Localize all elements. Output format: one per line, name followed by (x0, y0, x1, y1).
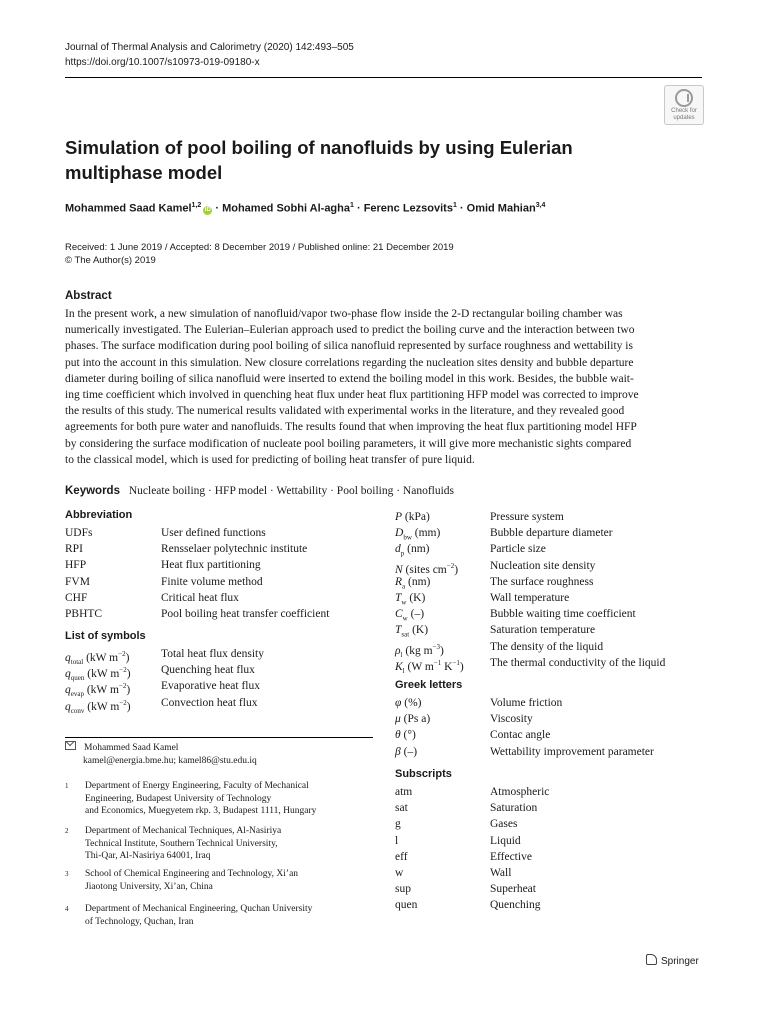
affiliation-number: 3 (65, 870, 69, 878)
subscripts-heading: Subscripts (395, 768, 452, 780)
symbol-desc: The thermal conductivity of the liquid (490, 656, 666, 669)
symbol-desc: Wall temperature (490, 592, 570, 604)
abbreviation-heading: Abbreviation (65, 509, 133, 521)
symbol-subscript: quen (70, 674, 85, 683)
greek-letter: φ (395, 697, 402, 709)
symbol-unit: (mm) (411, 527, 441, 540)
symbol-letter: R (395, 575, 403, 588)
unit-exponent: −2 (119, 698, 127, 707)
subscript-desc: Liquid (490, 834, 521, 847)
symbol-subscript: bw (403, 533, 412, 542)
subscript-term: sup (395, 883, 411, 896)
symbol-subscript: a (402, 582, 406, 591)
abbreviation-term: FVM (65, 575, 90, 588)
abstract-line: numerically investigated. The Eulerian–Eulerian approach used to predict the boiling curve and the interaction between two (65, 324, 635, 337)
unit-close: ) (126, 668, 131, 681)
greek-unit: (Ps a) (400, 713, 431, 726)
author-affiliation: 3,4 (535, 202, 546, 209)
greek-term (395, 711, 430, 727)
affiliation-text (85, 780, 365, 818)
abbreviation-term: HFP (65, 559, 87, 572)
greek-unit: (–) (400, 745, 418, 758)
unit-close: ) (126, 700, 131, 713)
affiliation-number: 1 (65, 782, 69, 790)
springer-horse-icon (646, 954, 657, 965)
symbol-letter: q (65, 684, 71, 697)
greek-term (395, 695, 422, 711)
abstract-body (65, 306, 702, 468)
unit-close: ) (126, 684, 131, 697)
abstract-line: diameter during boiling of silica nanofluid were inserted to extend the boiling model in this work. Besides, the bubble wait- (65, 372, 634, 385)
affiliation-line: Department of Energy Engineering, Faculty of Mechanical (85, 781, 309, 791)
keywords-label: Keywords (65, 485, 120, 497)
abbreviation-term: CHF (65, 591, 88, 604)
greek-unit: (%) (401, 697, 422, 709)
affiliation-4 (65, 903, 365, 928)
symbol-subscript: w (401, 598, 407, 607)
subscript-term: atm (395, 786, 413, 798)
symbol-desc: Saturation temperature (490, 624, 596, 637)
affiliation-text (85, 903, 365, 928)
check-updates-icon (675, 89, 693, 107)
copyright: © The Author(s) 2019 (65, 255, 156, 266)
abbreviation-term: RPI (65, 543, 83, 556)
author-affiliation: 1,2 (191, 202, 202, 209)
symbol-desc: Convection heat flux (161, 696, 258, 709)
greek-unit: (°) (400, 729, 416, 742)
subscript-desc: Quenching (490, 899, 541, 912)
abstract-line: ing time coefficient which involved in quenching heat flux under heat flux partitioning HFP model was corrected to improve (65, 389, 639, 402)
symbol-letter: D (395, 527, 404, 540)
symbol-unit: (K) (409, 624, 429, 637)
symbol-letter: q (65, 700, 71, 713)
abstract-line: phases. The surface modification during pool boiling of silica nanofluid represented by surface roughness and wettability is (65, 340, 633, 353)
greek-desc: Viscosity (490, 713, 533, 726)
greek-term (395, 744, 417, 760)
doi-link[interactable]: https://doi.org/10.1007/s10973-019-09180-x (65, 57, 260, 68)
greek-heading: Greek letters (395, 679, 463, 691)
affiliation-text (85, 868, 365, 893)
abbreviation-desc: Rensselaer polytechnic institute (161, 543, 308, 556)
symbol-term (395, 655, 464, 679)
symbol-letter: T (395, 624, 402, 637)
subscript-term: eff (395, 850, 408, 863)
abstract-heading: Abstract (65, 290, 112, 302)
subscript-term: g (395, 818, 401, 831)
abstract-line: the results of this study. The numerical results validated with experimental works in the literature, and they revealed good (65, 405, 625, 418)
symbol-term (395, 509, 430, 525)
envelope-icon (65, 741, 76, 750)
greek-term (395, 727, 416, 743)
affiliation-line: Jiaotong University, Xi’an, China (85, 881, 213, 892)
subscript-term: w (395, 867, 404, 879)
affiliation-line: Department of Mechanical Techniques, Al-Nasiriya (85, 826, 282, 836)
affiliation-line: Engineering, Budapest University of Technology (85, 793, 272, 804)
affiliation-3 (65, 868, 365, 893)
abbreviation-desc: Critical heat flux (161, 591, 239, 604)
greek-desc: Volume friction (490, 697, 563, 709)
unit-exponent: −2 (118, 682, 127, 691)
symbol-letter: q (65, 668, 71, 681)
unit-close: ) (459, 660, 464, 673)
unit-exponent: −2 (119, 666, 127, 675)
publisher-logo (646, 954, 699, 967)
unit-exponent: −1 (452, 658, 460, 667)
subscript-desc: Superheat (490, 883, 536, 896)
subscript-term: l (395, 834, 399, 847)
symbol-letter: T (395, 592, 402, 604)
subscript-desc: Wall (490, 867, 512, 879)
author-name: Mohamed Sobhi Al-agha (222, 202, 350, 215)
symbol-unit: (kW m (83, 684, 119, 697)
author-affiliation: 1 (350, 202, 354, 209)
symbol-unit: (–) (407, 608, 425, 621)
symbol-subscript: l (402, 666, 405, 675)
abstract-line: to the classical model, which is used for predicting of boiling heat transfer of pure liquid. (65, 453, 475, 466)
corresponding-emails[interactable]: kamel@energia.bme.hu; kamel86@stu.edu.iq (83, 755, 257, 766)
symbol-unit: (W m (404, 660, 434, 673)
affiliation-number: 4 (65, 905, 69, 913)
orcid-icon[interactable]: iD (204, 206, 211, 213)
symbol-desc: Particle size (490, 543, 546, 556)
symbol-unit: (nm) (404, 543, 430, 556)
keywords (65, 485, 454, 497)
symbol-term (65, 695, 131, 719)
symbol-subscript: w (402, 614, 408, 623)
correspondence (65, 741, 257, 767)
abstract-line: agreements for both pure water and nanofluids. The results found that when improving the heat flux partitioning model HFP (65, 421, 637, 434)
symbol-unit: (kg m (402, 644, 433, 657)
unit-exponent: −2 (118, 650, 126, 658)
symbol-unit: (kW m (84, 668, 120, 681)
abstract-line: In the present work, a new simulation of nanofluid/vapor two-phase flow inside the 2-D rectangular boiling chamber was (65, 308, 623, 320)
symbol-unit: (kW m (83, 651, 119, 664)
affiliation-line: School of Chemical Engineering and Technology, Xi’an (85, 869, 299, 879)
publisher-name: Springer (661, 956, 699, 967)
greek-letter: β (395, 745, 401, 758)
author-affiliation: 1 (452, 202, 457, 209)
symbol-subscript: total (70, 658, 84, 667)
journal-citation: Journal of Thermal Analysis and Calorimetry (2020) 142:493–505 (65, 42, 354, 53)
symbol-unit: (nm) (405, 575, 431, 588)
abbreviation-desc: User defined functions (161, 527, 266, 539)
subscript-desc: Atmospheric (490, 786, 550, 798)
symbol-desc: Total heat flux density (161, 648, 264, 660)
unit-close: ) (125, 651, 130, 664)
symbol-letter: P (395, 511, 403, 523)
unit-exponent: −2 (446, 561, 455, 570)
abstract-line: by considering the surface modification of nucleate pool boiling parameters, it will give more mechanistic sights compared (65, 437, 632, 450)
symbol-desc: The density of the liquid (490, 640, 604, 653)
symbol-letter: N (395, 563, 403, 576)
symbol-unit: (kPa) (402, 511, 430, 523)
corresponding-author: Mohammed Saad Kamel (84, 743, 179, 753)
abbreviation-desc: Heat flux partitioning (161, 559, 261, 572)
subscript-desc: Effective (490, 850, 532, 863)
affiliation-text (85, 825, 365, 863)
affiliation-line: of Technology, Quchan, Iran (85, 916, 194, 927)
symbol-letter: ρ (395, 644, 401, 657)
affiliation-2 (65, 825, 365, 863)
affiliation-number: 2 (65, 827, 69, 835)
symbol-desc: Quenching heat flux (161, 664, 255, 677)
symbol-subscript: p (400, 549, 405, 558)
affiliation-line: and Economics, Muegyetem rkp. 3, Budapest 1111, Hungary (85, 806, 317, 816)
abbreviation-term: PBHTC (65, 608, 103, 620)
subscript-desc: Gases (490, 818, 518, 831)
unit-exponent: −1 (433, 658, 442, 667)
affiliation-line: Technical Institute, Southern Technical University, (85, 838, 278, 849)
check-for-updates-badge[interactable]: Check for updates (664, 85, 704, 125)
symbol-subscript: evap (70, 690, 84, 699)
symbol-letter: K (395, 660, 403, 673)
symbol-desc: Evaporative heat flux (161, 680, 260, 693)
abbreviation-desc: Finite volume method (161, 575, 263, 588)
subscript-desc: Saturation (490, 802, 538, 815)
unit-close: K (441, 660, 453, 673)
symbol-desc: Nucleation site density (490, 559, 596, 572)
symbol-desc: Bubble waiting time coefficient (490, 608, 636, 621)
greek-desc: Contac angle (490, 729, 551, 742)
publication-dates: Received: 1 June 2019 / Accepted: 8 December 2019 / Published online: 21 December 2019 © The Author(s) 2019 (65, 242, 454, 266)
author-list: Mohammed Saad Kamel$^{1,2}$iD · Mohamed Sobhi Al-agha$^1$ · Ferenc Lezsovits$^1$ · Omid Mahian$^{3,4}$ (65, 202, 546, 215)
symbol-desc: The surface roughness (490, 575, 594, 588)
abstract-line: put into the account in this simulation. New closure correlations regarding the nucleation sites density and bubble departure (65, 356, 634, 369)
symbol-unit: (kW m (84, 700, 120, 713)
unit-close: ) (439, 644, 444, 657)
author-name: Mohammed Saad Kamel (65, 202, 192, 215)
subscript-term: quen (395, 899, 418, 912)
keywords-text: Nucleate boiling · HFP model · Wettability · Pool boiling · Nanofluids (128, 485, 455, 497)
symbol-unit: (sites cm (402, 563, 447, 576)
symbol-desc: Bubble departure diameter (490, 527, 613, 540)
greek-letter: θ (395, 729, 401, 742)
unit-exponent: −3 (432, 642, 440, 651)
author-name: Ferenc Lezsovits (363, 202, 453, 215)
abbreviation-desc: Pool boiling heat transfer coefficient (161, 608, 330, 620)
greek-desc: Wettability improvement parameter (490, 745, 654, 758)
symbol-subscript: l (400, 650, 403, 659)
footnote-divider (65, 737, 373, 738)
abbreviation-term: UDFs (65, 527, 93, 539)
symbols-heading: List of symbols (65, 630, 146, 642)
greek-letter: μ (395, 713, 401, 726)
header-divider (65, 77, 702, 78)
affiliation-line: Department of Mechanical Engineering, Quchan University (85, 904, 313, 914)
symbol-subscript: conv (70, 706, 85, 715)
symbol-letter: C (395, 608, 403, 621)
unit-close: ) (454, 563, 459, 576)
symbol-subscript: sat (401, 630, 410, 639)
journal-header (65, 40, 354, 70)
affiliation-line: Thi-Qar, Al-Nasiriya 64001, Iraq (85, 851, 211, 861)
symbol-desc: Pressure system (490, 511, 564, 523)
subscript-term: sat (395, 802, 408, 815)
symbol-unit: (K) (406, 592, 426, 604)
symbol-letter: q (65, 651, 71, 664)
symbol-letter: d (395, 543, 401, 556)
paper-title: Simulation of pool boiling of nanofluids by using Eulerian multiphase model (65, 137, 573, 183)
author-name: Omid Mahian (466, 202, 536, 215)
affiliation-1 (65, 780, 365, 818)
